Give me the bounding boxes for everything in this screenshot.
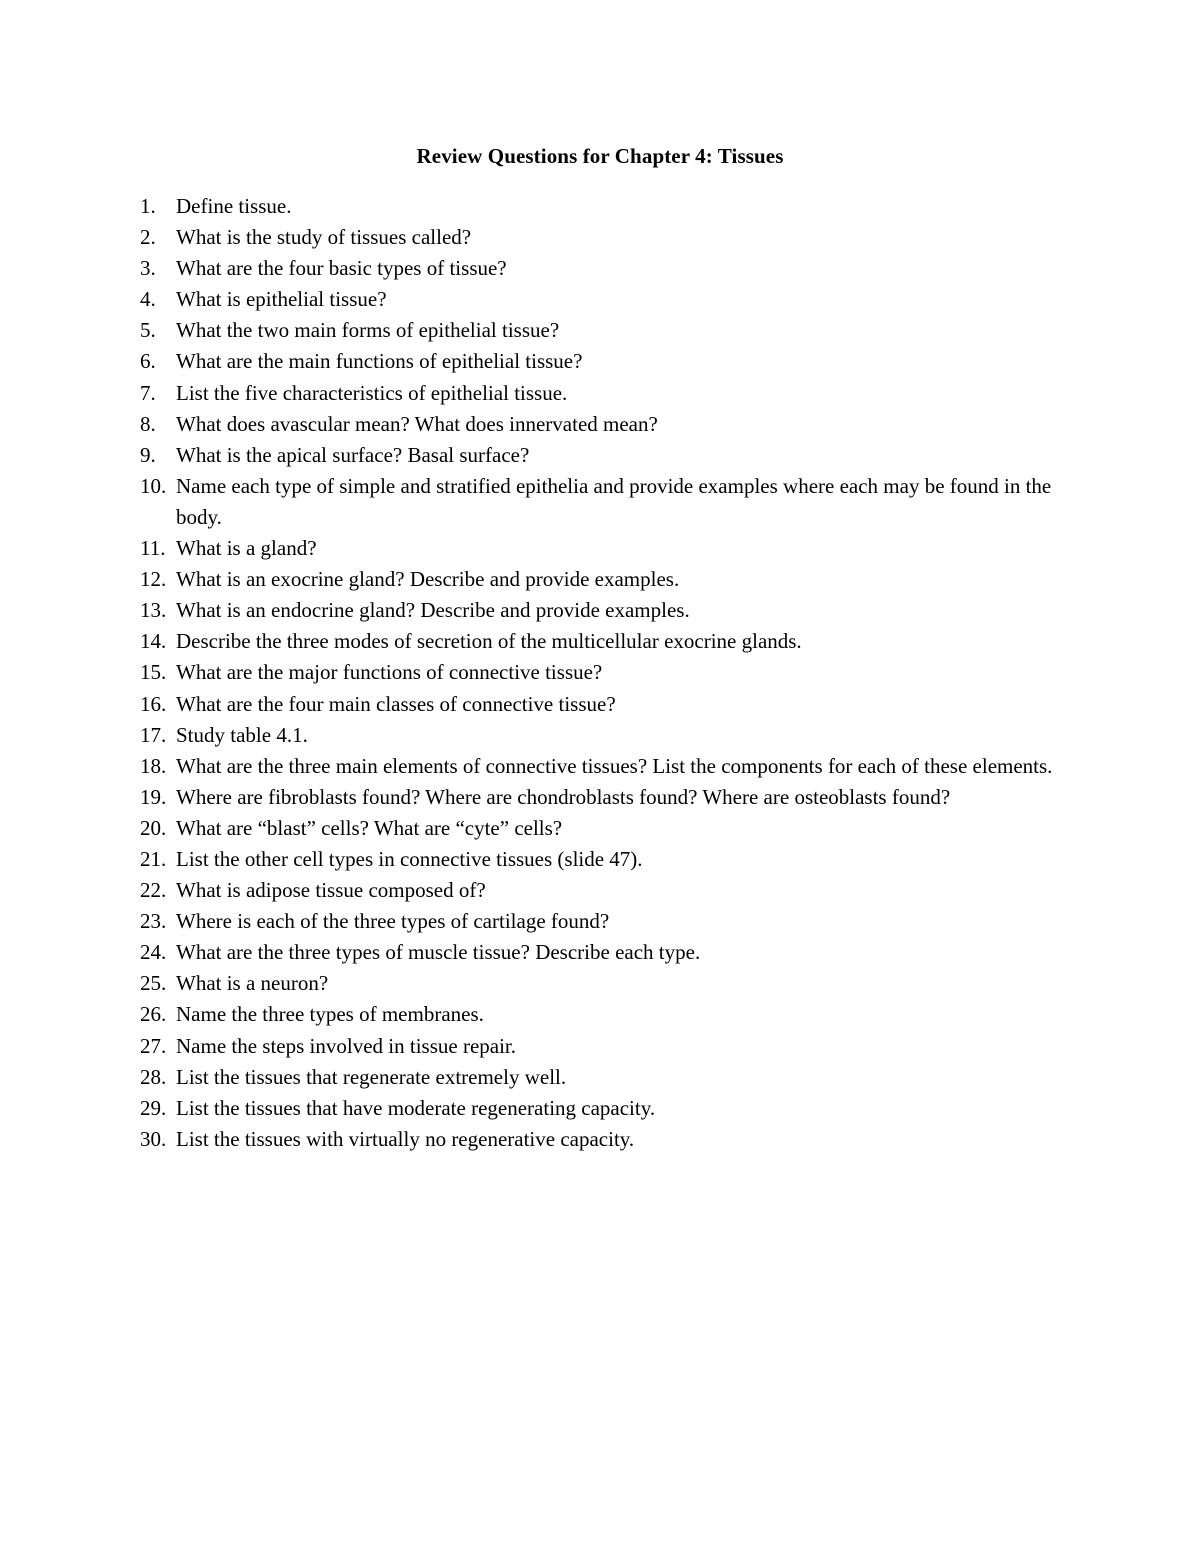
question-text: What is the study of tissues called? [176, 225, 472, 250]
question-item [140, 875, 1080, 906]
question-item [140, 222, 1080, 253]
question-item [140, 564, 1080, 595]
question-item [140, 1093, 1080, 1124]
question-text: Where is each of the three types of cartilage found? [176, 909, 610, 934]
question-number: 5. [140, 318, 156, 343]
question-text: What are the main functions of epithelial tissue? [176, 349, 583, 374]
question-text: What is a neuron? [176, 971, 329, 996]
question-item [140, 657, 1080, 688]
question-text: What are “blast” cells? What are “cyte” cells? [176, 815, 563, 840]
question-number: 11. [140, 536, 166, 561]
question-item [140, 968, 1080, 999]
question-number: 17. [140, 722, 167, 747]
question-number: 18. [140, 753, 167, 778]
question-number: 12. [140, 567, 167, 592]
question-text: What is an exocrine gland? Describe and provide examples. [176, 567, 680, 592]
question-item [140, 813, 1080, 844]
question-text: Name each type of simple and stratified epithelia and provide examples where each may be found in the body. [176, 473, 1052, 529]
question-text: What are the major functions of connective tissue? [176, 660, 603, 685]
question-number: 15. [140, 660, 167, 685]
question-text: What is a gland? [176, 536, 317, 561]
question-number: 30. [140, 1126, 167, 1151]
question-number: 9. [140, 442, 156, 467]
question-number: 16. [140, 691, 167, 716]
question-number: 22. [140, 878, 167, 903]
question-number: 7. [140, 380, 156, 405]
question-text: Study table 4.1. [176, 722, 308, 747]
question-item [140, 689, 1080, 720]
question-item [140, 378, 1080, 409]
question-number: 6. [140, 349, 156, 374]
question-item [140, 284, 1080, 315]
question-number: 1. [140, 194, 156, 218]
question-item [140, 937, 1080, 968]
question-number: 8. [140, 411, 156, 436]
question-item [140, 1124, 1080, 1155]
question-text: What is an endocrine gland? Describe and provide examples. [176, 598, 690, 623]
question-item [140, 191, 1080, 222]
question-item [140, 346, 1080, 377]
question-item [140, 440, 1080, 471]
question-number: 23. [140, 909, 167, 934]
question-item [140, 595, 1080, 626]
question-text: What are the three main elements of connective tissues? List the components for each of these elements. [176, 753, 1053, 778]
question-item [140, 906, 1080, 937]
question-number: 10. [140, 473, 167, 498]
question-text: Name the three types of membranes. [176, 1002, 484, 1027]
question-text: List the tissues with virtually no regenerative capacity. [176, 1126, 635, 1151]
question-text: What is the apical surface? Basal surface? [176, 442, 530, 467]
question-text: List the tissues that regenerate extremely well. [176, 1064, 567, 1089]
question-item [140, 1031, 1080, 1062]
question-number: 26. [140, 1002, 167, 1027]
question-number: 13. [140, 598, 167, 623]
question-number: 4. [140, 287, 156, 312]
question-item [140, 315, 1080, 346]
question-number: 3. [140, 256, 156, 281]
question-item [140, 533, 1080, 564]
question-item [140, 999, 1080, 1030]
question-item [140, 626, 1080, 657]
question-number: 28. [140, 1064, 167, 1089]
question-text: What are the four main classes of connective tissue? [176, 691, 616, 716]
question-text: Name the steps involved in tissue repair. [176, 1033, 517, 1058]
question-text: Where are fibroblasts found? Where are chondroblasts found? Where are osteoblasts found? [176, 784, 951, 809]
question-text: List the five characteristics of epithelial tissue. [176, 380, 568, 405]
question-text: What are the three types of muscle tissue? Describe each type. [176, 940, 701, 965]
question-number: 21. [140, 846, 167, 871]
question-text: Define tissue. [176, 194, 292, 218]
question-item [140, 253, 1080, 284]
question-number: 29. [140, 1095, 167, 1120]
question-text: What does avascular mean? What does innervated mean? [176, 411, 658, 436]
question-item [140, 1062, 1080, 1093]
question-number: 27. [140, 1033, 167, 1058]
question-item [140, 409, 1080, 440]
question-list [140, 191, 1080, 1155]
question-item [140, 751, 1080, 782]
question-number: 24. [140, 940, 167, 965]
question-text: Describe the three modes of secretion of the multicellular exocrine glands. [176, 629, 802, 654]
question-number: 2. [140, 225, 156, 250]
question-item [140, 782, 1080, 813]
question-number: 19. [140, 784, 167, 809]
question-text: What is epithelial tissue? [176, 287, 387, 312]
question-item [140, 844, 1080, 875]
question-text: What the two main forms of epithelial tissue? [176, 318, 560, 343]
page-title: Review Questions for Chapter 4: Tissues [416, 144, 784, 168]
question-text: What is adipose tissue composed of? [176, 878, 486, 903]
question-item [140, 720, 1080, 751]
question-number: 25. [140, 971, 167, 996]
question-text: List the tissues that have moderate regenerating capacity. [176, 1095, 656, 1120]
question-item [140, 471, 1080, 533]
question-number: 14. [140, 629, 167, 654]
question-number: 20. [140, 815, 167, 840]
question-text: List the other cell types in connective tissues (slide 47). [176, 846, 643, 871]
question-text: What are the four basic types of tissue? [176, 256, 507, 281]
